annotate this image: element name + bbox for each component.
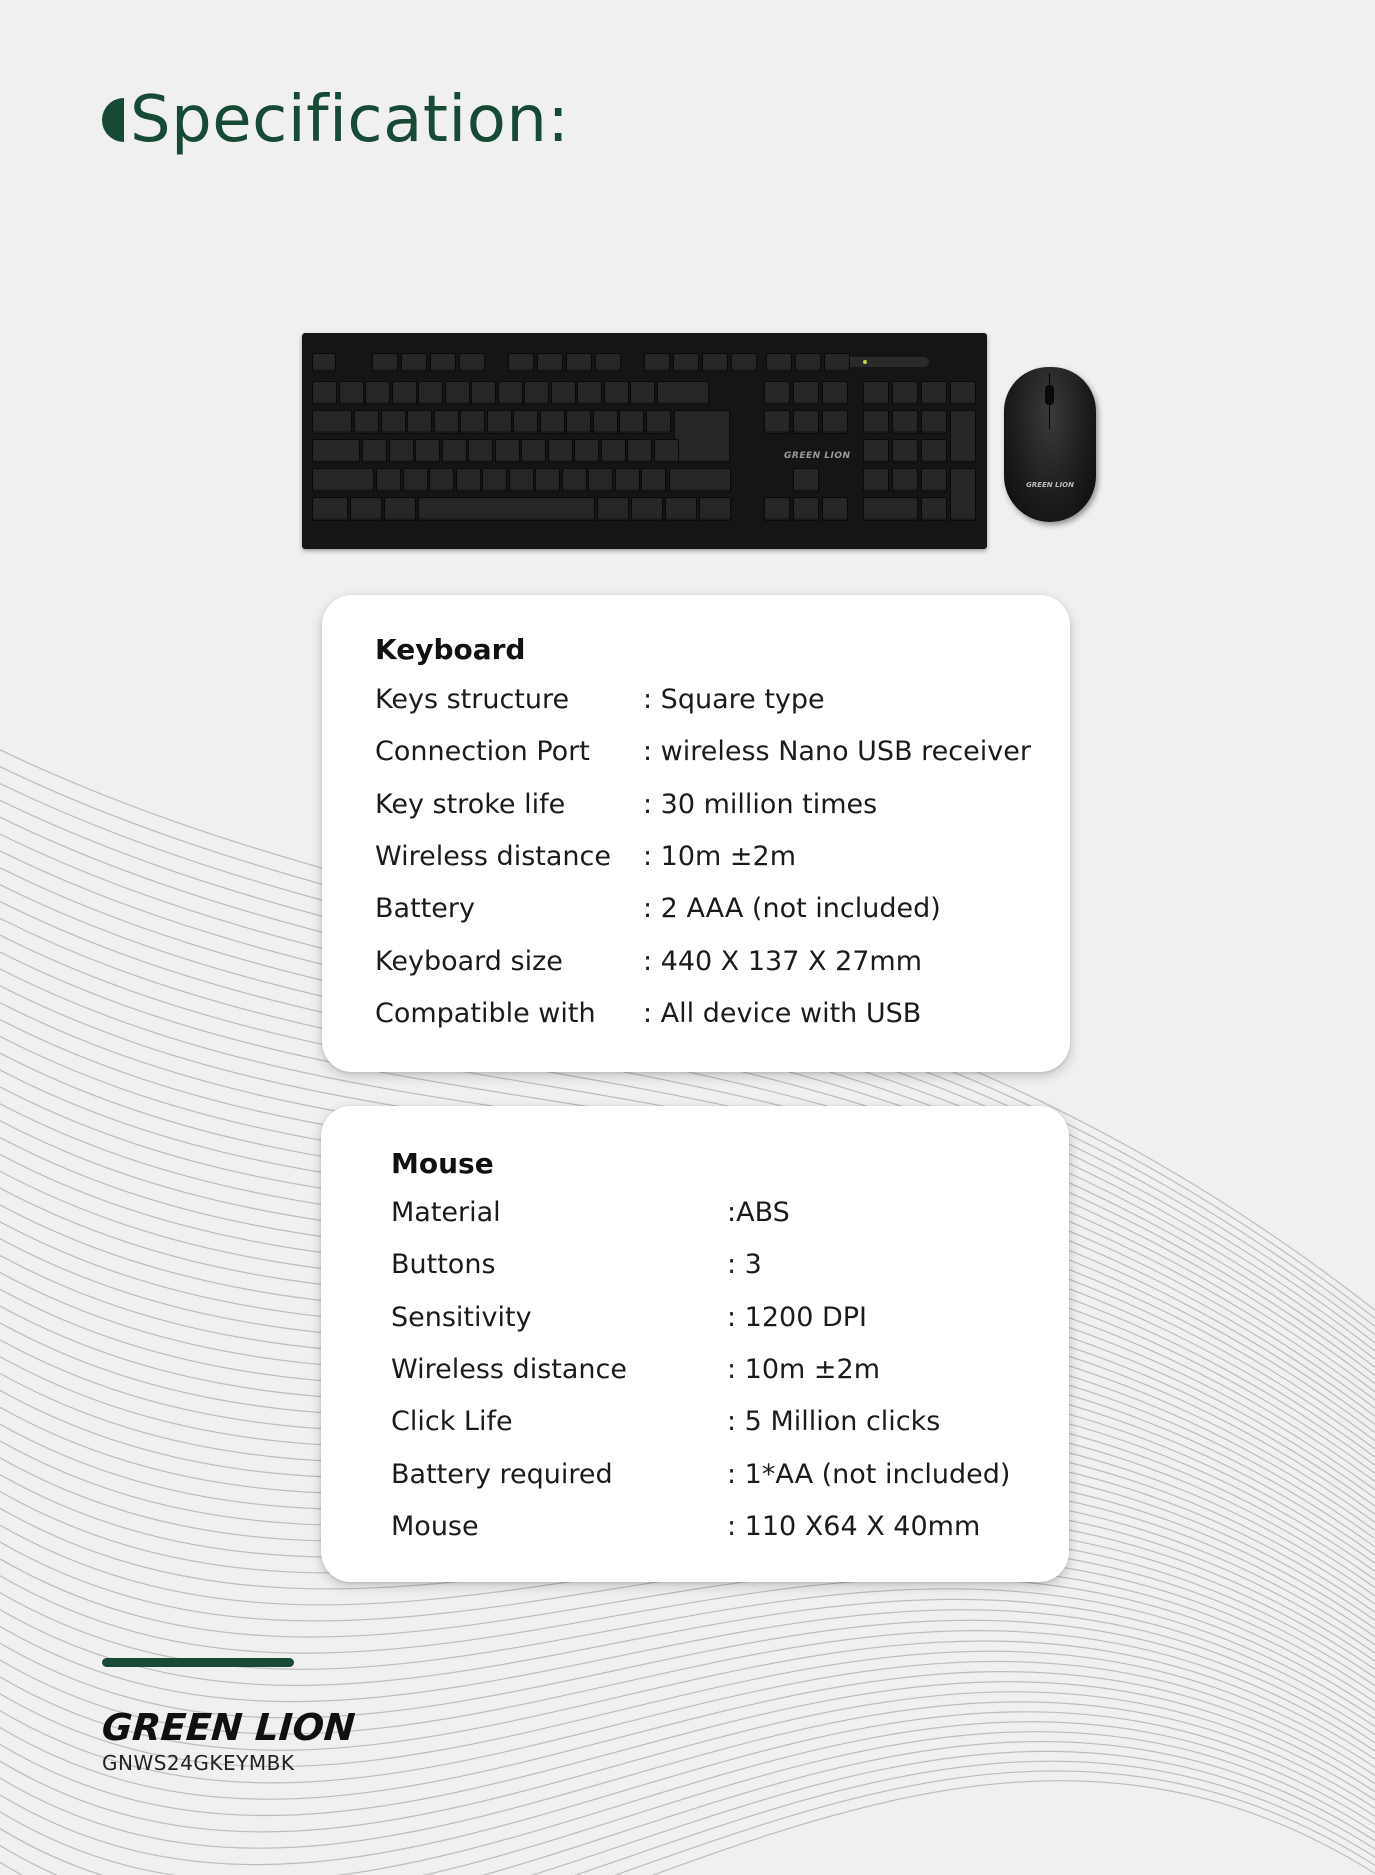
keyboard-image [302, 333, 987, 549]
mouse-scroll-wheel [1045, 385, 1054, 405]
keyboard-key [566, 353, 592, 372]
keyboard-key [392, 381, 417, 405]
keyboard-key [863, 439, 889, 463]
keyboard-key [657, 381, 709, 405]
spec-value: : 30 million times [643, 788, 878, 820]
spec-value: : 5 Million clicks [727, 1406, 941, 1438]
spec-label: Battery [375, 893, 475, 925]
spec-value: : 110 X64 X 40mm [727, 1510, 981, 1542]
keyboard-key [537, 353, 563, 372]
spec-value: : 10m ±2m [643, 840, 797, 872]
keyboard-key [892, 410, 918, 434]
keyboard-spec-title: Keyboard [375, 633, 526, 666]
keyboard-key [577, 381, 602, 405]
keyboard-key [793, 410, 819, 434]
keyboard-key [646, 410, 671, 434]
spec-label: Key stroke life [375, 788, 566, 820]
spec-value: :ABS [727, 1197, 790, 1228]
keyboard-key [669, 468, 731, 492]
spec-value: : 1200 DPI [727, 1301, 868, 1333]
spec-value: : Square type [643, 684, 825, 715]
keyboard-key [597, 497, 629, 521]
keyboard-key [631, 497, 663, 521]
keyboard-key [442, 439, 467, 463]
keyboard-key [921, 468, 947, 492]
keyboard-key [615, 468, 640, 492]
mouse-image [1004, 367, 1096, 522]
keyboard-key [495, 439, 520, 463]
keyboard-key [595, 353, 621, 372]
spec-label: Battery required [391, 1458, 613, 1490]
keyboard-key [641, 468, 666, 492]
model-number: GNWS24GKEYMBK [102, 1751, 295, 1775]
keyboard-key [418, 381, 443, 405]
keyboard-key [619, 410, 644, 434]
spec-value: : 2 AAA (not included) [643, 893, 941, 925]
brand-logo: GREEN LION [100, 1706, 357, 1749]
keyboard-key [471, 381, 496, 405]
keyboard-key [863, 468, 889, 492]
keyboard-key [445, 381, 470, 405]
keyboard-key [407, 410, 432, 434]
spec-label: Click Life [391, 1406, 513, 1438]
keyboard-key [521, 439, 546, 463]
spec-label: Sensitivity [391, 1301, 532, 1333]
keyboard-key [460, 410, 485, 434]
keyboard-key [764, 410, 790, 434]
keyboard-key [498, 381, 523, 405]
keyboard-key [540, 410, 565, 434]
keyboard-key [892, 468, 918, 492]
keyboard-key [793, 381, 819, 405]
keyboard-key [415, 439, 440, 463]
keyboard-key [863, 497, 918, 521]
keyboard-key [513, 410, 538, 434]
spec-label: Wireless distance [375, 840, 611, 872]
keyboard-key [574, 439, 599, 463]
spec-label: Keys structure [375, 684, 570, 715]
spec-label: Keyboard size [375, 945, 563, 977]
keyboard-key [921, 381, 947, 405]
keyboard-key [548, 439, 573, 463]
spec-value: : All device with USB [643, 997, 922, 1029]
keyboard-key [362, 439, 387, 463]
keyboard-indicator-leds [843, 357, 929, 367]
keyboard-key [950, 410, 976, 463]
keyboard-key [508, 353, 534, 372]
footer-accent-bar [102, 1658, 294, 1667]
keyboard-key [950, 381, 976, 405]
spec-label: Wireless distance [391, 1353, 627, 1385]
keyboard-key [468, 439, 493, 463]
spec-value: : wireless Nano USB receiver [643, 736, 1031, 768]
spec-value: : 1*AA (not included) [727, 1458, 1011, 1490]
keyboard-key [699, 497, 731, 521]
keyboard-key [434, 410, 459, 434]
keyboard-key [354, 410, 379, 434]
keyboard-key [312, 439, 360, 463]
spec-label: Connection Port [375, 736, 590, 768]
keyboard-key [824, 353, 850, 372]
keyboard-key [654, 439, 679, 463]
keyboard-key [312, 497, 348, 521]
keyboard-key [674, 410, 730, 463]
keyboard-key [892, 439, 918, 463]
keyboard-key [524, 381, 549, 405]
keyboard-key [509, 468, 534, 492]
keyboard-key [731, 353, 757, 372]
keyboard-key [381, 410, 406, 434]
spec-value: : 3 [727, 1249, 762, 1281]
page-title: Specification: [130, 83, 570, 157]
keyboard-key [863, 381, 889, 405]
keyboard-key [665, 497, 697, 521]
keyboard-key [459, 353, 485, 372]
keyboard-key [702, 353, 728, 372]
keyboard-key [418, 497, 595, 521]
keyboard-key [921, 497, 947, 521]
keyboard-key [562, 468, 587, 492]
keyboard-key [535, 468, 560, 492]
keyboard-key [312, 353, 336, 372]
keyboard-key [430, 353, 456, 372]
keyboard-key [312, 381, 337, 405]
mouse-spec-card [321, 1106, 1069, 1582]
keyboard-key [793, 497, 819, 521]
heading-accent-tab [102, 98, 124, 142]
keyboard-key [793, 468, 819, 492]
keyboard-key [365, 381, 390, 405]
keyboard-key [822, 497, 848, 521]
keyboard-key [764, 381, 790, 405]
keyboard-key [764, 497, 790, 521]
mouse-brand-mark: GREEN LION [1026, 481, 1074, 489]
keyboard-key [350, 497, 382, 521]
keyboard-spec-card [322, 595, 1070, 1072]
keyboard-key [766, 353, 792, 372]
keyboard-key [551, 381, 576, 405]
keyboard-key [566, 410, 591, 434]
keyboard-key [593, 410, 618, 434]
keyboard-key [312, 468, 374, 492]
keyboard-key [339, 381, 364, 405]
keyboard-key [487, 410, 512, 434]
keyboard-key [673, 353, 699, 372]
spec-label: Compatible with [375, 997, 596, 1029]
keyboard-key [627, 439, 652, 463]
keyboard-key [892, 381, 918, 405]
keyboard-brand-mark: GREEN LION [784, 451, 851, 461]
keyboard-key [630, 381, 655, 405]
keyboard-key [482, 468, 507, 492]
keyboard-key [389, 439, 414, 463]
keyboard-key [644, 353, 670, 372]
spec-label: Buttons [391, 1249, 496, 1281]
spec-value: : 440 X 137 X 27mm [643, 945, 923, 977]
keyboard-key [312, 410, 352, 434]
keyboard-key [601, 439, 626, 463]
keyboard-key [795, 353, 821, 372]
keyboard-key [604, 381, 629, 405]
keyboard-key [429, 468, 454, 492]
spec-value: : 10m ±2m [727, 1353, 881, 1385]
mouse-spec-title: Mouse [391, 1147, 494, 1180]
keyboard-key [401, 353, 427, 372]
spec-label: Mouse [391, 1510, 479, 1542]
keyboard-key [921, 410, 947, 434]
keyboard-key [384, 497, 416, 521]
keyboard-key [822, 410, 848, 434]
keyboard-key [376, 468, 401, 492]
keyboard-key [456, 468, 481, 492]
keyboard-key [403, 468, 428, 492]
spec-label: Material [391, 1197, 501, 1228]
keyboard-key [921, 439, 947, 463]
keyboard-key [588, 468, 613, 492]
keyboard-key [372, 353, 398, 372]
keyboard-key [950, 468, 976, 521]
page-heading [102, 83, 570, 157]
keyboard-key [822, 381, 848, 405]
keyboard-key [863, 410, 889, 434]
